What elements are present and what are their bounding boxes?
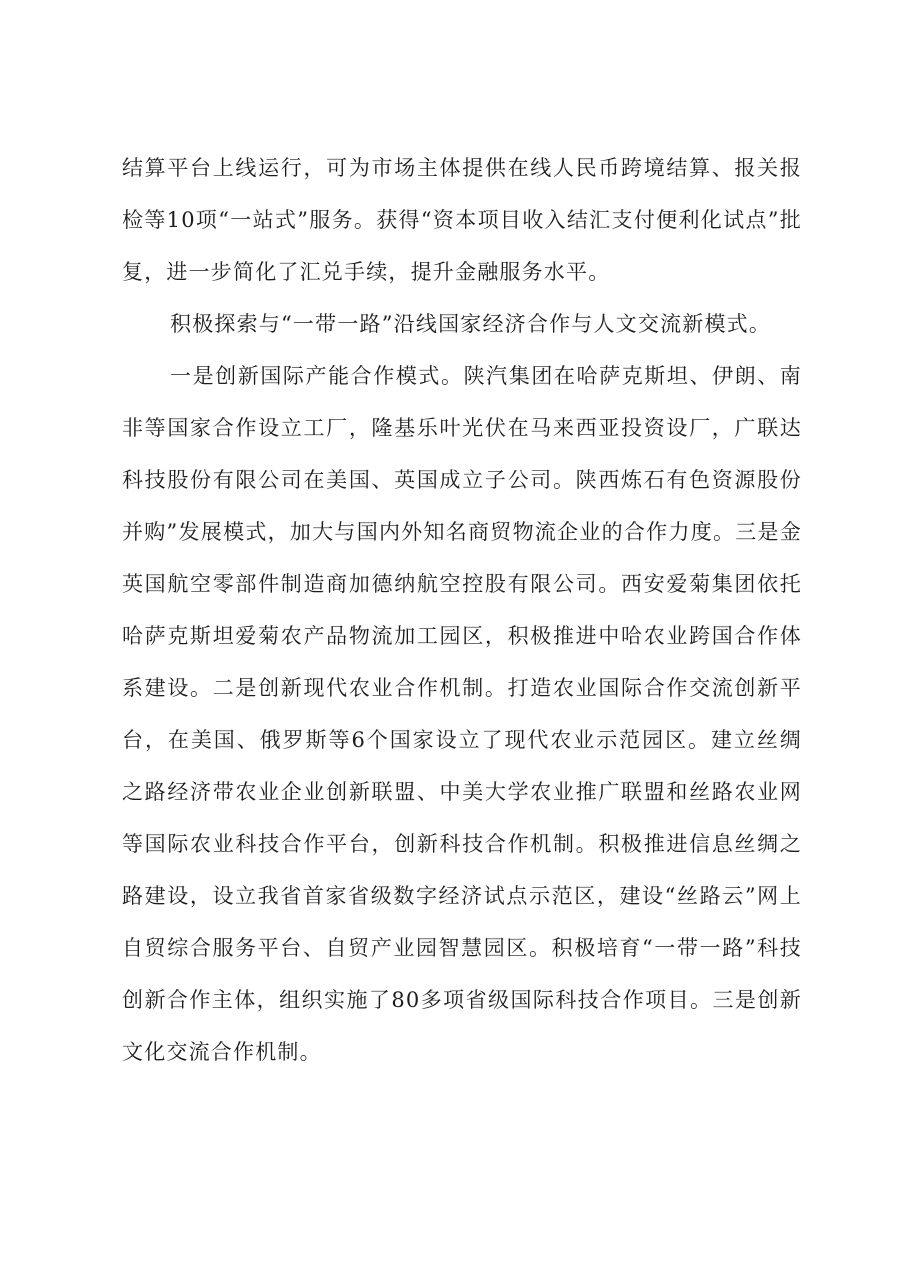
paragraph-body: 一是创新国际产能合作模式。陕汽集团在哈萨克斯坦、伊朗、南非等国家合作设立工厂，隆基乐叶光伏在马来西亚投资设厂，广联达科技股份有限公司在美国、英国成立子公司。陕西炼石有色资源股份并购”发展模式，加大与国内外知名商贸物流企业的合作力度。三是金英国航空零部件制造商加德纳航空控股有限公司。西安爱菊集团依托哈萨克斯坦爱菊农产品物流加工园区，积极推进中哈农业跨国合作体系建设。二是创新现代农业合作机制。打造农业国际合作交流创新平台，在美国、俄罗斯等6个国家设立了现代农业示范园区。建立丝绸之路经济带农业企业创新联盟、中美大学农业推广联盟和丝路农业网等国际农业科技合作平台，创新科技合作机制。积极推进信息丝绸之路建设，设立我省首家省级数字经济试点示范区，建设“丝路云”网上自贸综合服务平台、自贸产业园智慧园区。积极培育“一带一路”科技创新合作主体，组织实施了80多项省级国际科技合作项目。三是创新文化交流合作机制。: [122, 364, 802, 1064]
document-body: [122, 142, 802, 1078]
paragraph-section-heading: 积极探索与“一带一路”沿线国家经济合作与人文交流新模式。: [170, 312, 772, 336]
paragraph-continuation: 结算平台上线运行，可为市场主体提供在线人民币跨境结算、报关报检等10项“一站式”服务。获得“资本项目收入结汇支付便利化试点”批复，进一步简化了汇兑手续，提升金融服务水平。: [122, 156, 802, 284]
